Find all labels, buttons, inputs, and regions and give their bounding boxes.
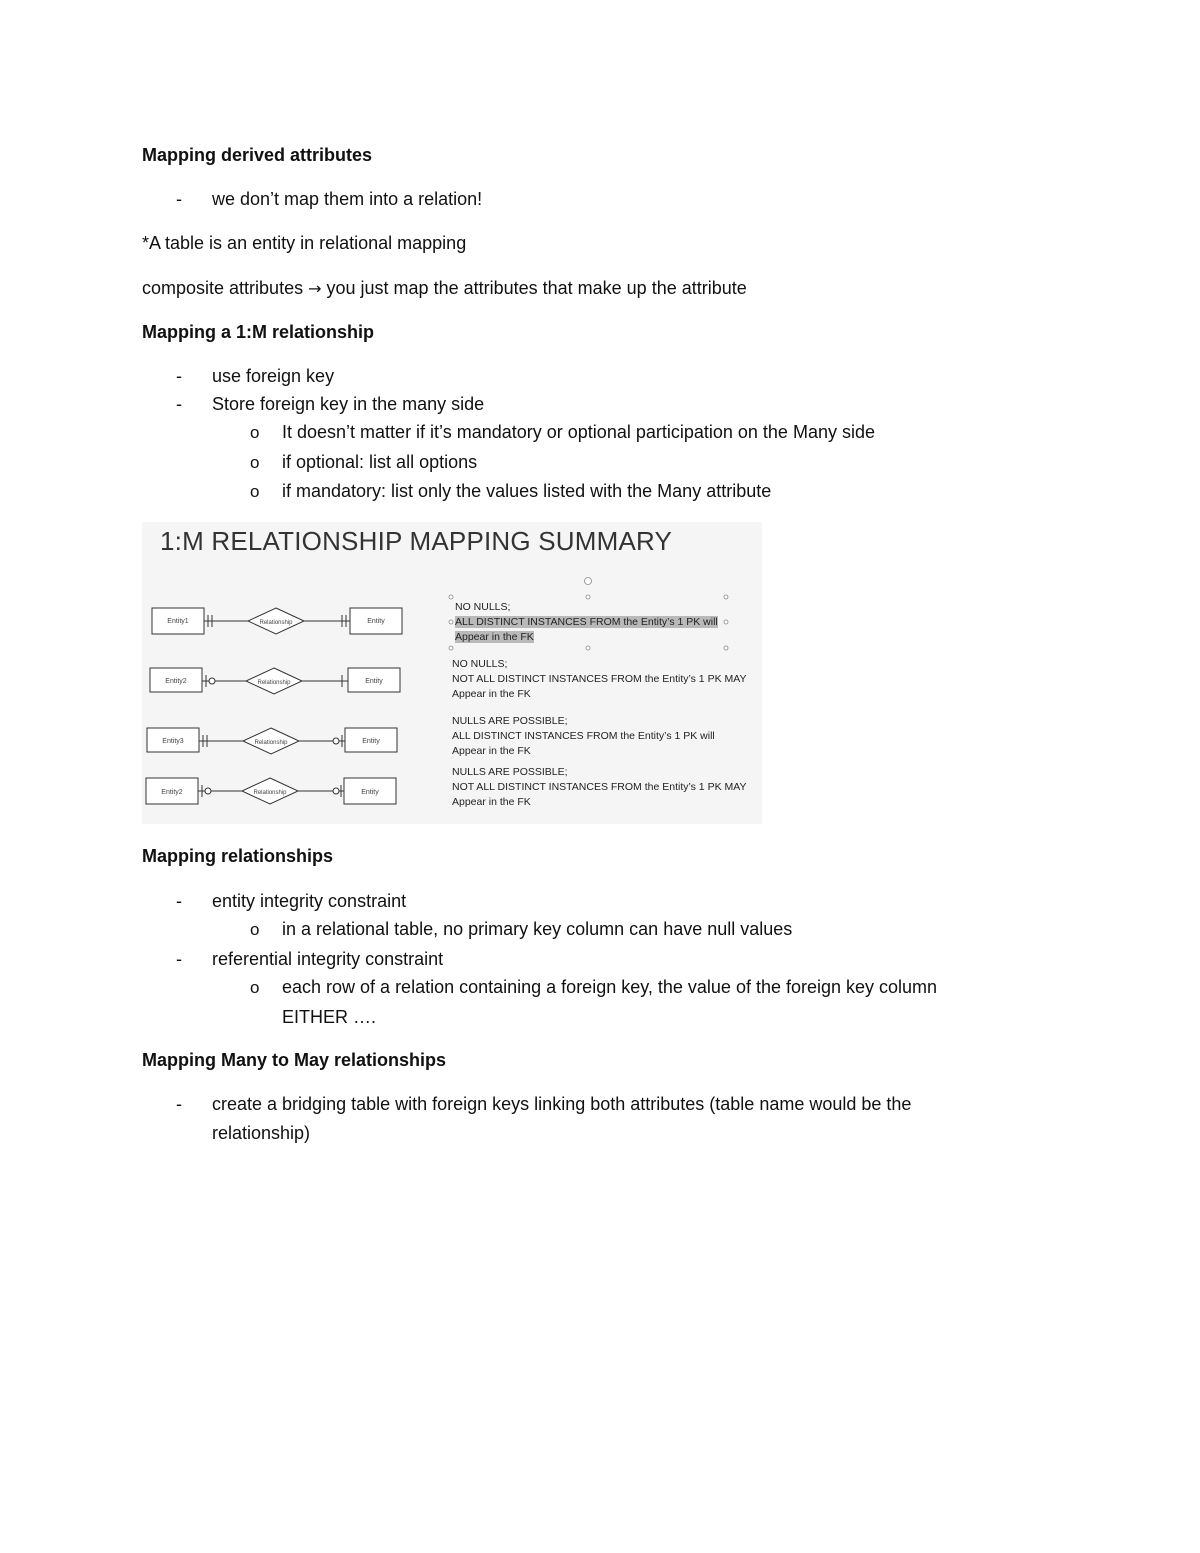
heading-derived-attributes: Mapping derived attributes bbox=[142, 145, 373, 165]
table-entity-note: *A table is an entity in relational mapping bbox=[142, 233, 467, 253]
relationship-label: Relationship bbox=[257, 680, 291, 686]
mapping-description-3: NULLS ARE POSSIBLE; ALL DISTINCT INSTANCES FROM the Entity’s 1 PK will Appear in the FK bbox=[452, 715, 715, 757]
composite-description: you just map the attributes that make up the attribute bbox=[326, 278, 747, 298]
sub-bullet-marker: o bbox=[250, 453, 260, 472]
composite-label: composite attributes bbox=[142, 278, 304, 298]
optional-mark bbox=[205, 788, 211, 794]
one-to-many-sub-1: It doesn’t matter if it’s mandatory or optional participation on the Many side bbox=[282, 422, 875, 442]
one-to-many-bullet-2: Store foreign key in the many side bbox=[212, 394, 485, 414]
bullet-dash: - bbox=[176, 394, 182, 414]
entity-left-label: Entity3 bbox=[162, 738, 184, 745]
sub-bullet-marker: o bbox=[250, 423, 260, 442]
one-to-many-sub-3: if mandatory: list only the values listed with the Many attribute bbox=[282, 481, 772, 501]
er-row-2 bbox=[150, 668, 400, 694]
relationship-label: Relationship bbox=[253, 790, 287, 796]
bullet-dash: - bbox=[176, 189, 182, 209]
heading-mapping-relationships: Mapping relationships bbox=[142, 846, 334, 866]
one-to-many-sub-2: if optional: list all options bbox=[282, 452, 478, 472]
entity-left-label: Entity2 bbox=[161, 789, 183, 796]
entity-right-label: Entity bbox=[365, 678, 383, 685]
figure-title: 1:M RELATIONSHIP MAPPING SUMMARY bbox=[160, 526, 673, 556]
optional-mark bbox=[333, 788, 339, 794]
entity-right-label: Entity bbox=[367, 618, 385, 625]
many-to-many-bullet-line-1: create a bridging table with foreign keys linking both attributes (table name would be the bbox=[212, 1094, 912, 1114]
relationships-bullet-1: entity integrity constraint bbox=[212, 891, 407, 911]
composite-attributes-line bbox=[142, 278, 747, 299]
one-to-many-bullet-1: use foreign key bbox=[212, 366, 335, 386]
bullet-dash: - bbox=[176, 949, 182, 969]
bullet-dash: - bbox=[176, 1094, 182, 1114]
relationships-bullet-2: referential integrity constraint bbox=[212, 949, 444, 969]
relationship-label: Relationship bbox=[254, 740, 288, 746]
relationships-sub-2-line-2: EITHER …. bbox=[282, 1007, 377, 1027]
mapping-description-4: NULLS ARE POSSIBLE; NOT ALL DISTINCT INSTANCES FROM the Entity’s 1 PK MAY Appear in the FK bbox=[452, 766, 747, 808]
optional-mark bbox=[333, 738, 339, 744]
mapping-description-1: NO NULLS; ALL DISTINCT INSTANCES FROM the Entity’s 1 PK will Appear in the FK bbox=[455, 601, 718, 643]
relationships-sub-2-line-1: each row of a relation containing a foreign key, the value of the foreign key column bbox=[282, 977, 938, 997]
relationship-mapping-figure bbox=[142, 522, 762, 824]
right-arrow-icon: → bbox=[308, 279, 322, 298]
entity-left-label: Entity2 bbox=[165, 678, 187, 685]
entity-left-label: Entity1 bbox=[167, 618, 189, 625]
entity-right-label: Entity bbox=[362, 738, 380, 745]
derived-bullet-text: we don’t map them into a relation! bbox=[212, 189, 483, 209]
optional-mark bbox=[209, 678, 215, 684]
sub-bullet-marker: o bbox=[250, 482, 260, 501]
sub-bullet-marker: o bbox=[250, 978, 260, 997]
sub-bullet-marker: o bbox=[250, 920, 260, 939]
bullet-dash: - bbox=[176, 366, 182, 386]
mapping-description-2: NO NULLS; NOT ALL DISTINCT INSTANCES FROM the Entity’s 1 PK MAY Appear in the FK bbox=[452, 658, 747, 700]
er-row-3 bbox=[147, 728, 397, 754]
many-to-many-bullet-line-2: relationship) bbox=[212, 1123, 311, 1143]
er-row-4 bbox=[146, 778, 396, 804]
heading-one-to-many: Mapping a 1:M relationship bbox=[142, 322, 375, 342]
entity-right-label: Entity bbox=[361, 789, 379, 796]
heading-many-to-many: Mapping Many to May relationships bbox=[142, 1050, 447, 1070]
relationships-sub-1: in a relational table, no primary key column can have null values bbox=[282, 919, 793, 939]
bullet-dash: - bbox=[176, 891, 182, 911]
er-row-1 bbox=[152, 608, 402, 634]
relationship-label: Relationship bbox=[259, 620, 293, 626]
